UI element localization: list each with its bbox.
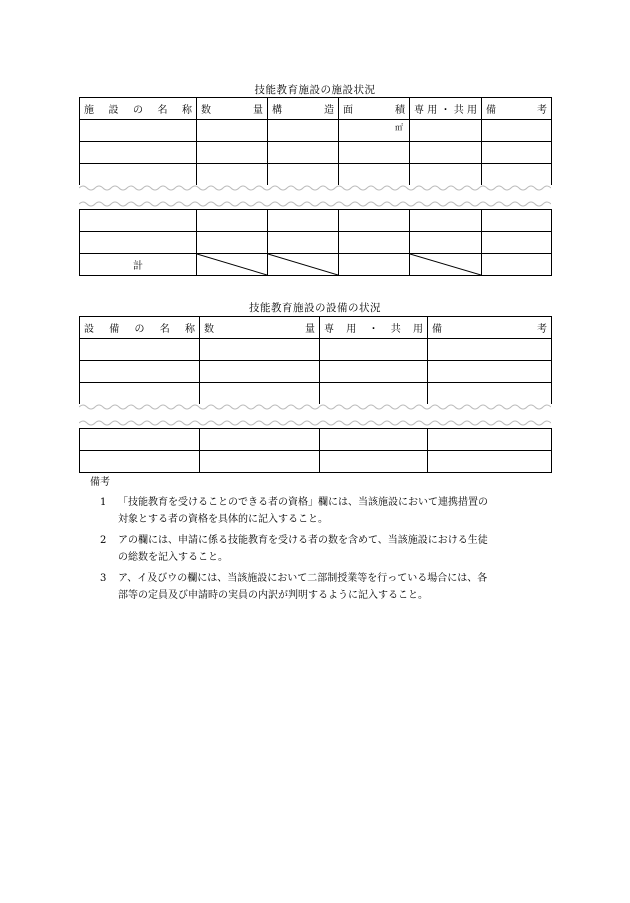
cell[interactable] (339, 164, 410, 186)
facilities-total-row (80, 254, 552, 276)
header-char: 用 (346, 324, 357, 335)
equipment-row (80, 339, 552, 361)
header-char: 用 (467, 105, 477, 116)
cell[interactable] (339, 210, 410, 232)
equipment-table-top (79, 316, 552, 405)
header-structure (268, 98, 339, 120)
header-label (432, 320, 547, 335)
cell[interactable] (200, 383, 320, 405)
header-char: 共 (453, 105, 464, 116)
cell[interactable] (80, 361, 200, 383)
facilities-row (80, 164, 552, 186)
cell[interactable] (80, 383, 200, 405)
cell[interactable] (320, 383, 428, 405)
note-text-continued: 部等の定員及び申請時の実員の内訳が判明するように記入すること。 (118, 590, 428, 601)
header-quantity (200, 317, 320, 339)
header-char: 数 (204, 324, 214, 335)
header-quantity (197, 98, 268, 120)
cell[interactable] (80, 451, 200, 473)
header-char: 名 (157, 105, 168, 116)
header-label (84, 320, 195, 335)
header-facility-name (80, 98, 197, 120)
header-label (324, 320, 423, 335)
diagonal-line (268, 254, 338, 275)
header-char: 量 (305, 324, 315, 335)
header-label (414, 101, 477, 116)
cell[interactable] (428, 383, 552, 405)
facilities-table-bottom (79, 209, 552, 276)
cell[interactable] (428, 361, 552, 383)
header-label (204, 320, 315, 335)
facilities-title: 技能教育施設の施設状況 (254, 84, 376, 96)
header-char: 量 (253, 105, 263, 116)
note-text: アの欄には、申請に係る技能教育を受ける者の数を含めて、当該施設における生徒 (118, 535, 488, 546)
note-item (100, 532, 488, 566)
cell[interactable] (200, 429, 320, 451)
diagonal-cell (268, 254, 339, 276)
header-usage (410, 98, 482, 120)
header-equipment-name (80, 317, 200, 339)
header-label (486, 101, 547, 116)
diagonal-cell (410, 254, 482, 276)
cell[interactable] (80, 142, 197, 164)
header-char: 用 (413, 324, 423, 335)
notes-heading: 備考 (90, 477, 110, 488)
header-label (343, 101, 405, 116)
header-char: 設 (108, 105, 119, 116)
header-char: 造 (324, 105, 334, 116)
cell[interactable] (410, 232, 482, 254)
cell[interactable] (200, 361, 320, 383)
diagonal-cell (197, 254, 268, 276)
cell[interactable] (80, 164, 197, 186)
cell[interactable] (197, 142, 268, 164)
header-char: ・ (368, 324, 379, 335)
header-char: 設 (84, 324, 94, 335)
cell[interactable] (80, 232, 197, 254)
facilities-row (80, 120, 552, 142)
note-text: 「技能教育を受けることのできる者の資格」欄には、当該施設において連携措置の (118, 497, 488, 508)
header-char: 備 (486, 105, 496, 116)
header-label (84, 101, 192, 116)
equipment-table-bottom (79, 428, 552, 473)
header-char: 面 (343, 105, 353, 116)
cell[interactable] (268, 164, 339, 186)
cell[interactable] (197, 120, 268, 142)
break-wave-line (79, 403, 551, 411)
cell[interactable] (428, 429, 552, 451)
cell[interactable] (200, 451, 320, 473)
header-char: 称 (185, 324, 195, 335)
facilities-row (80, 142, 552, 164)
facilities-row (80, 232, 552, 254)
cell[interactable] (197, 164, 268, 186)
cell-area[interactable] (339, 120, 410, 142)
header-char: 考 (537, 324, 547, 335)
note-text-continued: の総数を記入すること。 (118, 552, 228, 563)
cell[interactable] (320, 429, 428, 451)
notes-section (88, 474, 488, 604)
cell[interactable] (80, 429, 200, 451)
header-char: 積 (395, 105, 405, 116)
cell[interactable] (80, 120, 197, 142)
note-text-continued: 対象とする者の資格を具体的に記入すること。 (118, 514, 328, 525)
header-usage (320, 317, 428, 339)
cell[interactable] (410, 142, 482, 164)
area-unit: ㎡ (395, 123, 403, 132)
cell[interactable] (80, 339, 200, 361)
header-char: 用 (427, 105, 438, 116)
cell[interactable] (320, 361, 428, 383)
header-char: 共 (390, 324, 401, 335)
equipment-row (80, 429, 552, 451)
facilities-table-top (79, 97, 552, 186)
header-char: 備 (432, 324, 442, 335)
header-char: の (134, 324, 145, 335)
cell[interactable] (339, 232, 410, 254)
cell[interactable] (320, 451, 428, 473)
note-item (100, 570, 488, 604)
cell[interactable] (268, 210, 339, 232)
notes-list (100, 494, 488, 604)
cell[interactable] (200, 339, 320, 361)
break-wave-line (79, 184, 551, 192)
cell[interactable] (410, 164, 482, 186)
cell[interactable] (482, 232, 552, 254)
header-remarks (428, 317, 552, 339)
header-char: 考 (537, 105, 547, 116)
cell[interactable] (482, 142, 552, 164)
note-item (100, 494, 488, 528)
total-label-cell (80, 254, 197, 276)
diagonal-line (410, 254, 481, 275)
cell[interactable] (482, 210, 552, 232)
cell[interactable] (268, 142, 339, 164)
header-label (272, 101, 334, 116)
equipment-row (80, 383, 552, 405)
header-char: 数 (201, 105, 211, 116)
cell[interactable] (428, 339, 552, 361)
header-char: 専 (324, 324, 334, 335)
total-area-cell[interactable] (339, 254, 410, 276)
break-wave-line (79, 419, 551, 427)
note-text: ア、イ及びウの欄には、当該施設において二部制授業等を行っている場合には、各 (118, 573, 488, 584)
cell[interactable] (482, 120, 552, 142)
header-label (201, 101, 263, 116)
cell[interactable] (197, 232, 268, 254)
equipment-title: 技能教育施設の設備の状況 (249, 302, 381, 314)
cell[interactable] (197, 210, 268, 232)
header-char: 称 (182, 105, 192, 116)
header-char: 専 (414, 105, 424, 116)
facilities-header-row (80, 98, 552, 120)
cell[interactable] (339, 142, 410, 164)
equipment-header-row (80, 317, 552, 339)
cell[interactable] (482, 254, 552, 276)
note-number: 2 (100, 535, 107, 546)
total-label: 計 (133, 261, 143, 272)
note-number: 3 (100, 573, 107, 584)
cell[interactable] (482, 164, 552, 186)
note-number: 1 (100, 497, 107, 508)
cell[interactable] (428, 451, 552, 473)
header-char: 名 (159, 324, 170, 335)
facilities-row (80, 210, 552, 232)
header-char: の (133, 105, 143, 116)
cell[interactable] (80, 210, 197, 232)
cell[interactable] (268, 232, 339, 254)
cell[interactable] (410, 120, 482, 142)
cell[interactable] (410, 210, 482, 232)
header-char: 備 (109, 324, 120, 335)
cell[interactable] (268, 120, 339, 142)
break-wave-line (79, 200, 551, 208)
diagonal-line (197, 254, 267, 275)
cell[interactable] (320, 339, 428, 361)
equipment-row (80, 361, 552, 383)
header-char: 構 (272, 105, 282, 116)
header-char: 施 (84, 105, 94, 116)
equipment-row (80, 451, 552, 473)
header-area (339, 98, 410, 120)
header-remarks (482, 98, 552, 120)
header-char: ・ (440, 105, 451, 116)
